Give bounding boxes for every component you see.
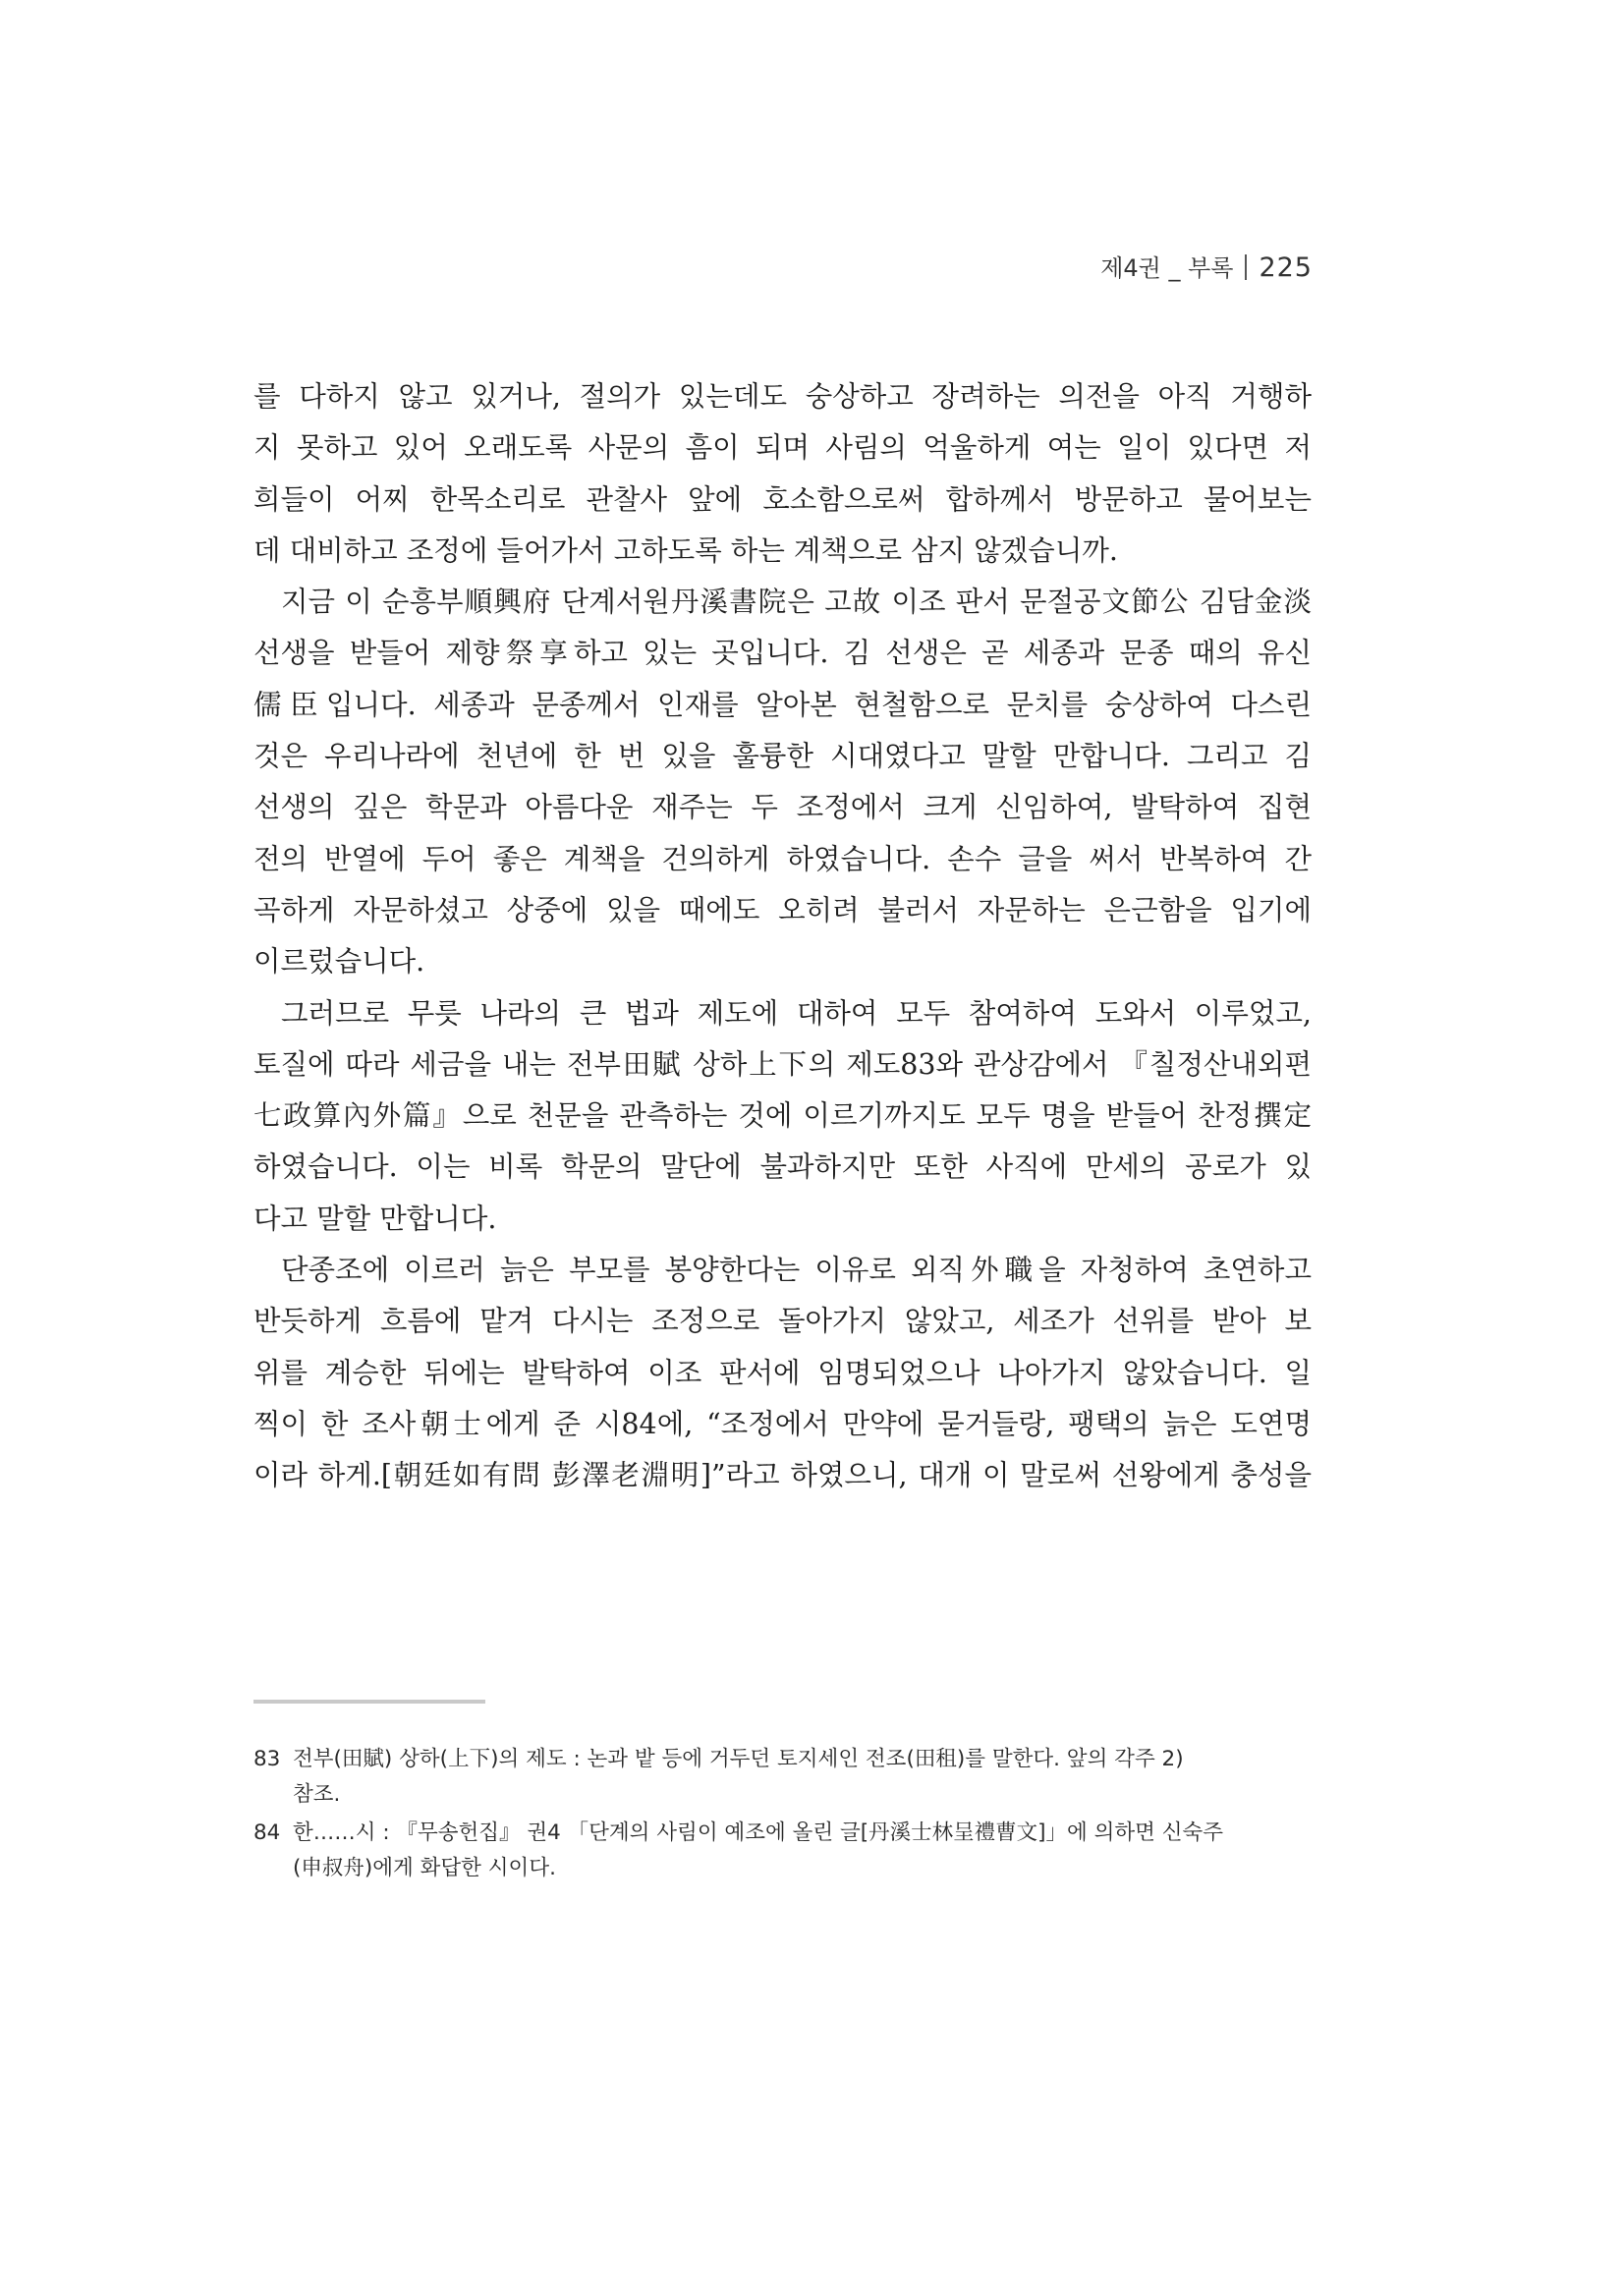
running-header [1100, 249, 1313, 283]
text-line: 그러므로 무릇 나라의 큰 법과 제도에 대하여 모두 참여하여 도와서 이루었고, [281, 996, 1312, 1030]
header-divider [1245, 254, 1247, 280]
footnote-line: (申叔舟)에게 화답한 시이다. [293, 1855, 556, 1880]
text-line: 희들이 어찌 한목소리로 관찰사 앞에 호소함으로써 합하께서 방문하고 물어보는 [253, 482, 1312, 516]
footnote-line: 참조. [293, 1781, 341, 1807]
paragraph [253, 988, 1312, 1245]
paragraph [253, 371, 1312, 577]
text-line: 위를 계승한 뒤에는 발탁하여 이조 판서에 임명되었으나 나아가지 않았습니다. 일 [253, 1356, 1312, 1389]
text-line: 토질에 따라 세금을 내는 전부田賦 상하上下의 제도83와 관상감에서 『칠정산내외편 [253, 1047, 1312, 1081]
paragraph [253, 577, 1312, 987]
text-line: 단종조에 이르러 늙은 부모를 봉양한다는 이유로 외직外職을 자청하여 초연하고 [281, 1254, 1312, 1287]
footnote-84 [253, 1816, 1312, 1885]
text-line: 儒臣입니다. 세종과 문종께서 인재를 알아본 현철함으로 문치를 숭상하여 다스린 [253, 688, 1312, 721]
text-line: 를 다하지 않고 있거나, 절의가 있는데도 숭상하고 장려하는 의전을 아직 거행하 [253, 380, 1312, 413]
header-section-title: 제4권 _ 부록 [1100, 254, 1234, 282]
paragraph [253, 1245, 1312, 1501]
text-line: 이르렀습니다. [253, 945, 425, 979]
text-line: 것은 우리나라에 천년에 한 번 있을 훌륭한 시대였다고 말할 만합니다. 그리고 김 [253, 740, 1312, 773]
footnote-text [293, 1816, 1312, 1885]
text-line: 선생의 깊은 학문과 아름다운 재주는 두 조정에서 크게 신임하여, 발탁하여 집현 [253, 791, 1312, 824]
footnote-line: 전부(田賦) 상하(上下)의 제도 : 논과 밭 등에 거두던 토지세인 전조(田租)를 말한다. 앞의 각주 2) [293, 1747, 1184, 1771]
text-line: 데 대비하고 조정에 들어가서 고하도록 하는 계책으로 삼지 않겠습니까. [253, 533, 1118, 567]
footnote-line: 한……시 : 『무송헌집』 권4 「단계의 사림이 예조에 올린 글[丹溪士林呈禮曹文]」에 의하면 신숙주 [293, 1820, 1224, 1845]
text-line: 찍이 한 조사朝士에게 준 시84에, “조정에서 만약에 묻거들랑, 팽택의 늙은 도연명 [253, 1407, 1312, 1440]
text-line: 지 못하고 있어 오래도록 사문의 흠이 되며 사림의 억울하게 여는 일이 있다면 저 [253, 431, 1312, 465]
text-line: 선생을 받들어 제향祭享하고 있는 곳입니다. 김 선생은 곧 세종과 문종 때의 유신 [253, 637, 1312, 670]
footnote-number: 83 [253, 1747, 281, 1771]
text-line: 전의 반열에 두어 좋은 계책을 건의하게 하였습니다. 손수 글을 써서 반복하여 간 [253, 842, 1312, 875]
text-line: 지금 이 순흥부順興府 단계서원丹溪書院은 고故 이조 판서 문절공文節公 김담金淡 [281, 586, 1312, 619]
text-line: 곡하게 자문하셨고 상중에 있을 때에도 오히려 불러서 자문하는 은근함을 입기에 [253, 893, 1312, 926]
footnote-text [293, 1742, 1312, 1812]
page-number: 225 [1259, 252, 1313, 283]
footnote-divider [253, 1700, 485, 1704]
footnotes [253, 1742, 1312, 1889]
text-line: 반듯하게 흐름에 맡겨 다시는 조정으로 돌아가지 않았고, 세조가 선위를 받아 보 [253, 1305, 1312, 1338]
text-line: 하였습니다. 이는 비록 학문의 말단에 불과하지만 또한 사직에 만세의 공로가 있 [253, 1150, 1312, 1184]
text-line: 七政算內外篇』으로 천문을 관측하는 것에 이르기까지도 모두 명을 받들어 찬정撰定 [253, 1099, 1312, 1133]
footnote-number: 84 [253, 1820, 281, 1845]
footnote-83 [253, 1742, 1312, 1812]
text-line: 다고 말할 만합니다. [253, 1202, 497, 1235]
body-text [253, 371, 1312, 1502]
text-line: 이라 하게.[朝廷如有問 彭澤老淵明]”라고 하였으니, 대개 이 말로써 선왕에게 충성을 [253, 1459, 1312, 1492]
